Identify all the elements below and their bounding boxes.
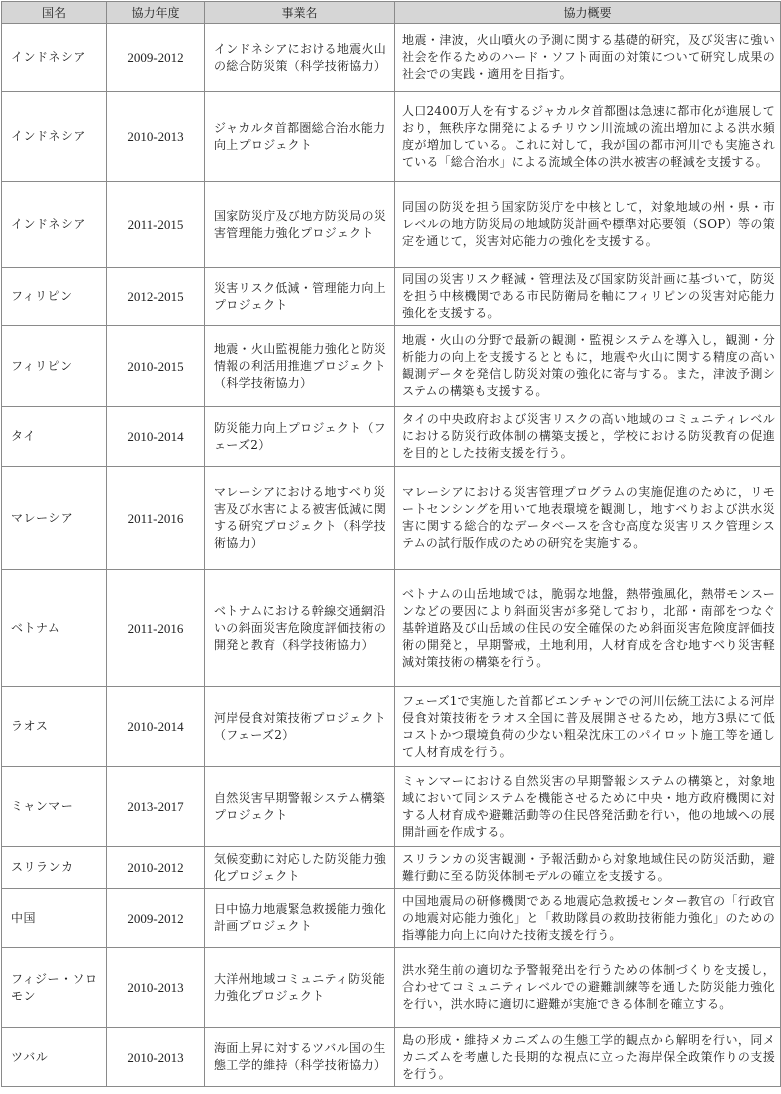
project-cell: 地震・火山監視能力強化と防災情報の利活用推進プロジェクト（科学技術協力） <box>205 326 395 407</box>
country-cell: インドネシア <box>2 24 107 92</box>
year-cell: 2010-2013 <box>107 1028 205 1087</box>
header-country: 国名 <box>2 2 107 24</box>
country-cell: マレーシア <box>2 467 107 570</box>
year-cell: 2010-2013 <box>107 92 205 182</box>
project-cell: 自然災害早期警報システム構築プロジェクト <box>205 767 395 847</box>
project-cell: 災害リスク低減・管理能力向上プロジェクト <box>205 268 395 326</box>
year-cell: 2010-2012 <box>107 847 205 889</box>
summary-cell: マレーシアにおける災害管理プログラムの実施促進のために，リモートセンシングを用いて地表環境を観測し，地すべりおよび洪水災害に関する総合的なデータベースを含む高度な災害リスク管理システムの試行版作成のための研究を実施する。 <box>395 467 781 570</box>
table-row <box>2 948 781 1028</box>
summary-cell: 地震・火山の分野で最新の観測・監視システムを導入し，観測・分析能力の向上を支援するとともに，地震や火山に関する精度の高い観測データを発信し防災対策の強化に寄与する。また，津波予測システムの構築も支援する。 <box>395 326 781 407</box>
country-cell: ラオス <box>2 687 107 767</box>
header-summary: 協力概要 <box>395 2 781 24</box>
table-row <box>2 24 781 92</box>
summary-cell: ベトナムの山岳地域では，脆弱な地盤，熱帯強風化，熱帯モンスーンなどの要因により斜面災害が多発しており，北部・南部をつなぐ基幹道路及び山岳域の住民の安全確保のため斜面災害危険度評価技術の開発と，早期警戒，土地利用，人材育成を含む地すべり災害軽減対策技術の構築を行う。 <box>395 570 781 687</box>
year-cell: 2011-2016 <box>107 570 205 687</box>
summary-cell: フェーズ1で実施した首都ビエンチャンでの河川伝統工法による河岸侵食対策技術をラオス全国に普及展開させるため，地方3県にて低コストかつ環境負荷の少ない粗朶沈床工のパイロット施工等を通して人材育成を行う。 <box>395 687 781 767</box>
country-cell: フィリピン <box>2 326 107 407</box>
project-cell: ジャカルタ首都圏総合治水能力向上プロジェクト <box>205 92 395 182</box>
project-cell: 気候変動に対応した防災能力強化プロジェクト <box>205 847 395 889</box>
table-row <box>2 407 781 467</box>
summary-cell: 同国の防災を担う国家防災庁を中核として，対象地域の州・県・市レベルの地方防災局の地域防災計画や標準対応要領（SOP）等の策定を通じて，災害対応能力の強化を支援する。 <box>395 182 781 268</box>
year-cell: 2010-2014 <box>107 407 205 467</box>
table-row <box>2 92 781 182</box>
cooperation-table <box>1 1 781 1087</box>
year-cell: 2010-2014 <box>107 687 205 767</box>
country-cell: ミャンマー <box>2 767 107 847</box>
table-row <box>2 467 781 570</box>
project-cell: 国家防災庁及び地方防災局の災害管理能力強化プロジェクト <box>205 182 395 268</box>
country-cell: インドネシア <box>2 182 107 268</box>
country-cell: フィジー・ソロモン <box>2 948 107 1028</box>
year-cell: 2009-2012 <box>107 889 205 948</box>
summary-cell: 地震・津波，火山噴火の予測に関する基礎的研究，及び災害に強い社会を作るためのハード・ソフト両面の対策について研究し成果の社会での実践・適用を目指す。 <box>395 24 781 92</box>
table-row <box>2 767 781 847</box>
table-row <box>2 889 781 948</box>
project-cell: マレーシアにおける地すべり災害及び水害による被害低減に関する研究プロジェクト（科学技術協力） <box>205 467 395 570</box>
country-cell: 中国 <box>2 889 107 948</box>
table-row <box>2 268 781 326</box>
table-row <box>2 687 781 767</box>
year-cell: 2013-2017 <box>107 767 205 847</box>
summary-cell: 同国の災害リスク軽減・管理法及び国家防災計画に基づいて，防災を担う中核機関である市民防衛局を軸にフィリピンの災害対応能力強化を支援する。 <box>395 268 781 326</box>
project-cell: 日中協力地震緊急救援能力強化計画プロジェクト <box>205 889 395 948</box>
summary-cell: 中国地震局の研修機関である地震応急救援センター教官の「行政官の地震対応能力強化」と「救助隊員の救助技術能力強化」のための指導能力向上に向けた技術支援を行う。 <box>395 889 781 948</box>
table-row <box>2 1028 781 1087</box>
table-row <box>2 182 781 268</box>
project-cell: 海面上昇に対するツバル国の生態工学的維持（科学技術協力） <box>205 1028 395 1087</box>
table-row <box>2 326 781 407</box>
header-row <box>2 2 781 24</box>
table-row <box>2 570 781 687</box>
year-cell: 2011-2015 <box>107 182 205 268</box>
country-cell: インドネシア <box>2 92 107 182</box>
country-cell: タイ <box>2 407 107 467</box>
project-cell: インドネシアにおける地震火山の総合防災策（科学技術協力） <box>205 24 395 92</box>
year-cell: 2009-2012 <box>107 24 205 92</box>
project-cell: ベトナムにおける幹線交通網沿いの斜面災害危険度評価技術の開発と教育（科学技術協力） <box>205 570 395 687</box>
header-year: 協力年度 <box>107 2 205 24</box>
country-cell: ベトナム <box>2 570 107 687</box>
table-row <box>2 847 781 889</box>
year-cell: 2011-2016 <box>107 467 205 570</box>
year-cell: 2010-2013 <box>107 948 205 1028</box>
year-cell: 2010-2015 <box>107 326 205 407</box>
header-project: 事業名 <box>205 2 395 24</box>
summary-cell: ミャンマーにおける自然災害の早期警報システムの構築と，対象地域において同システムを機能させるために中央・地方政府機関に対する人材育成や避難活動等の住民啓発活動を行い，他の地域への展開計画を作成する。 <box>395 767 781 847</box>
year-cell: 2012-2015 <box>107 268 205 326</box>
summary-cell: 島の形成・維持メカニズムの生態工学的観点から解明を行い，同メカニズムを考慮した長期的な視点に立った海岸保全政策作りの支援を行う。 <box>395 1028 781 1087</box>
summary-cell: スリランカの災害観測・予報活動から対象地域住民の防災活動，避難行動に至る防災体制モデルの確立を支援する。 <box>395 847 781 889</box>
summary-cell: 洪水発生前の適切な予警報発出を行うための体制づくりを支援し，合わせてコミュニティレベルでの避難訓練等を通した防災能力強化を行い，洪水時に適切に避難が実施できる体制を確立する。 <box>395 948 781 1028</box>
country-cell: フィリピン <box>2 268 107 326</box>
summary-cell: タイの中央政府および災害リスクの高い地域のコミュニティレベルにおける防災行政体制の構築支援と，学校における防災教育の促進を目的とした技術支援を行う。 <box>395 407 781 467</box>
project-cell: 防災能力向上プロジェクト（フェーズ2） <box>205 407 395 467</box>
project-cell: 大洋州地域コミュニティ防災能力強化プロジェクト <box>205 948 395 1028</box>
country-cell: スリランカ <box>2 847 107 889</box>
project-cell: 河岸侵食対策技術プロジェクト（フェーズ2） <box>205 687 395 767</box>
summary-cell: 人口2400万人を有するジャカルタ首都圏は急速に都市化が進展しており，無秩序な開発によるチリウン川流域の流出増加による洪水頻度が増加している。これに対して，我が国の都市河川でも実施されている「総合治水」による流域全体の洪水被害の軽減を支援する。 <box>395 92 781 182</box>
country-cell: ツバル <box>2 1028 107 1087</box>
